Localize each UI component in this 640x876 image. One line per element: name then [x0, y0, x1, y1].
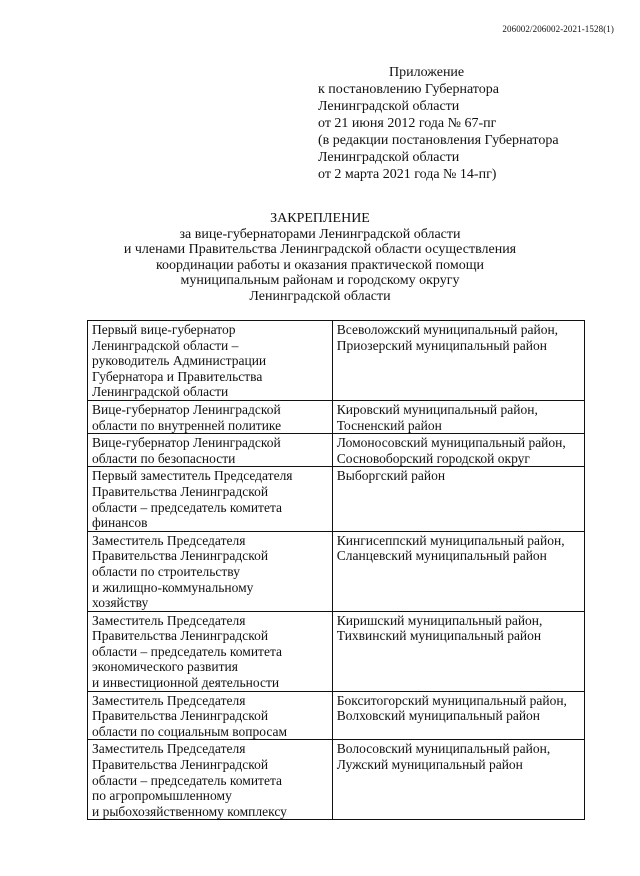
- districts-cell: [332, 691, 584, 740]
- districts-line: Кингисеппский муниципальный район,: [336, 532, 565, 548]
- districts-cell: [332, 321, 584, 401]
- official-line: и инвестиционной деятельности: [92, 675, 280, 691]
- districts-line: Сосновоборский городской округ: [336, 450, 530, 466]
- official-line: Правительства Ленинградской: [92, 757, 269, 773]
- table-row: [88, 321, 585, 401]
- official-line: области по социальным вопросам: [92, 723, 288, 739]
- appendix-line: к постановлению Губернатора: [318, 82, 499, 97]
- appendix-line: (в редакции постановления Губернатора: [318, 133, 559, 148]
- title-line: Ленинградской области: [249, 288, 391, 304]
- districts-line: Киришский муниципальный район,: [336, 612, 543, 628]
- official-line: Ленинградской области –: [92, 337, 239, 353]
- appendix-block: [318, 64, 559, 183]
- assignment-table-body: [88, 321, 585, 820]
- districts-line: Тосненский район: [336, 417, 442, 433]
- official-cell: [88, 467, 333, 531]
- official-line: хозяйству: [92, 595, 149, 611]
- official-line: экономического развития: [92, 659, 238, 675]
- districts-line: Всеволожский муниципальный район,: [336, 322, 559, 337]
- official-line: Губернатора и Правительства: [92, 368, 263, 384]
- table-row: [88, 467, 585, 531]
- appendix-line: Ленинградской области: [318, 150, 460, 165]
- official-line: Правительства Ленинградской: [92, 708, 269, 724]
- appendix-line: от 2 марта 2021 года № 14-пг): [318, 167, 497, 182]
- districts-line: Волховский муниципальный район: [336, 708, 541, 724]
- official-line: руководитель Администрации: [92, 353, 267, 369]
- districts-line: Выборгский район: [336, 468, 446, 484]
- assignment-table: [87, 320, 585, 820]
- official-line: Вице-губернатор Ленинградской: [92, 401, 281, 417]
- title-line: муниципальным районам и городскому округу: [180, 273, 460, 288]
- document-title: [0, 211, 640, 304]
- official-line: Ленинградской области: [92, 384, 229, 400]
- official-line: Правительства Ленинградской: [92, 628, 269, 644]
- official-line: Заместитель Председателя: [92, 692, 246, 708]
- official-line: Первый заместитель Председателя: [92, 468, 293, 484]
- districts-line: Сланцевский муниципальный район: [336, 548, 547, 564]
- table-row: [88, 740, 585, 820]
- official-cell: [88, 611, 333, 691]
- districts-cell: [332, 434, 584, 467]
- districts-line: Лужский муниципальный район: [336, 757, 523, 773]
- official-cell: [88, 691, 333, 740]
- official-line: и жилищно-коммунальному: [92, 579, 254, 595]
- table-row: [88, 691, 585, 740]
- official-cell: [88, 531, 333, 611]
- districts-line: Бокситогорский муниципальный район,: [336, 692, 567, 708]
- table-row: [88, 531, 585, 611]
- document-number: 206002/206002-2021-1528(1): [502, 24, 614, 34]
- districts-cell: [332, 467, 584, 531]
- districts-cell: [332, 740, 584, 820]
- districts-cell: [332, 400, 584, 433]
- table-row: [88, 611, 585, 691]
- official-line: области – председатель комитета: [92, 643, 283, 659]
- title-line: за вице-губернаторами Ленинградской области: [179, 226, 461, 242]
- appendix-heading: Приложение: [389, 65, 465, 80]
- districts-cell: [332, 611, 584, 691]
- districts-line: Ломоносовский муниципальный район,: [336, 435, 566, 451]
- title-heading: ЗАКРЕПЛЕНИЕ: [270, 211, 370, 226]
- districts-cell: [332, 531, 584, 611]
- official-line: Заместитель Председателя: [92, 532, 246, 548]
- official-line: Заместитель Председателя: [92, 612, 246, 628]
- table-row: [88, 400, 585, 433]
- official-line: области – председатель комитета: [92, 772, 283, 788]
- official-cell: [88, 400, 333, 433]
- official-line: Заместитель Председателя: [92, 741, 246, 757]
- official-line: Правительства Ленинградской: [92, 548, 269, 564]
- official-cell: [88, 740, 333, 820]
- official-line: области по безопасности: [92, 450, 236, 466]
- table-row: [88, 434, 585, 467]
- districts-line: Кировский муниципальный район,: [336, 401, 538, 417]
- title-line: координации работы и оказания практической помощи: [155, 257, 485, 273]
- appendix-line: Ленинградской области: [318, 99, 460, 114]
- official-line: и рыбохозяйственному комплексу: [92, 803, 287, 819]
- official-line: Правительства Ленинградской: [92, 483, 269, 499]
- title-line: и членами Правительства Ленинградской области осуществления: [123, 242, 517, 257]
- official-line: финансов: [92, 515, 148, 531]
- districts-line: Приозерский муниципальный район: [336, 337, 547, 353]
- official-line: Первый вице-губернатор: [92, 322, 236, 337]
- official-cell: [88, 321, 333, 401]
- districts-line: Тихвинский муниципальный район: [336, 628, 542, 644]
- official-cell: [88, 434, 333, 467]
- official-line: области по внутренней политике: [92, 417, 282, 433]
- official-line: по агропромышленному: [92, 788, 232, 804]
- official-line: Вице-губернатор Ленинградской: [92, 435, 281, 451]
- official-line: области по строительству: [92, 563, 240, 579]
- districts-line: Волосовский муниципальный район,: [336, 741, 551, 757]
- appendix-line: от 21 июня 2012 года № 67-пг: [318, 116, 497, 131]
- official-line: области – председатель комитета: [92, 499, 283, 515]
